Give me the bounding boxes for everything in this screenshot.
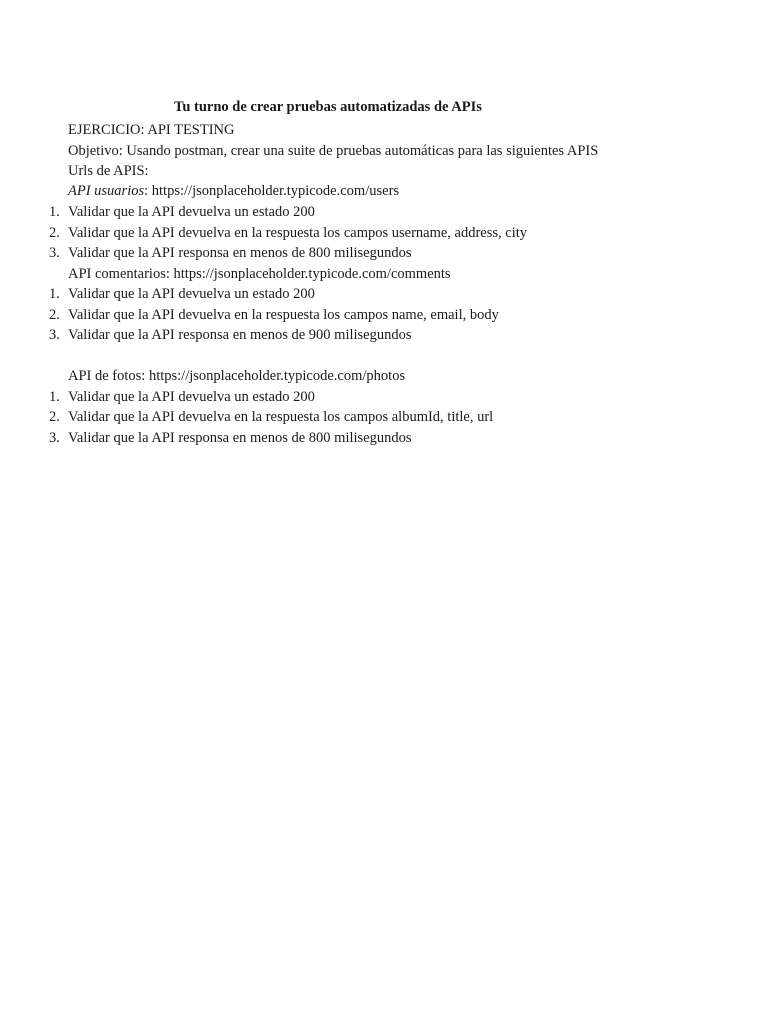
urls-heading: Urls de APIS: [68,163,149,179]
section-users-url: : https://jsonplaceholder.typicode.com/users [144,183,400,199]
section-photos-heading: API de fotos: https://jsonplaceholder.typicode.com/photos [68,368,406,384]
section-users-heading [68,181,399,201]
list-item: Validar que la API devuelva un estado 200 [68,204,315,220]
section-comments-heading: API comentarios: https://jsonplaceholder.typicode.com/comments [68,266,451,282]
list-item-number: 3. [49,245,60,261]
list-item-number: 1. [49,389,60,405]
section-users-label: API usuarios [68,183,145,199]
list-item-number: 1. [49,204,60,220]
list-item: Validar que la API responsa en menos de 900 milisegundos [68,327,412,343]
list-item-number: 2. [49,307,60,323]
list-item: Validar que la API responsa en menos de 800 milisegundos [68,430,412,446]
document-title: Tu turno de crear pruebas automatizadas de APIs [174,99,482,115]
list-item: Validar que la API devuelva en la respuesta los campos albumId, title, url [68,409,494,425]
list-item-number: 1. [49,286,60,302]
list-item-number: 3. [49,430,60,446]
exercise-heading: EJERCICIO: API TESTING [68,122,235,138]
list-item: Validar que la API devuelva en la respuesta los campos name, email, body [68,307,499,323]
list-item-number: 2. [49,225,60,241]
list-item: Validar que la API devuelva un estado 200 [68,389,315,405]
list-item: Validar que la API devuelva un estado 200 [68,286,315,302]
list-item: Validar que la API responsa en menos de 800 milisegundos [68,245,412,261]
list-item-number: 3. [49,327,60,343]
objective-text: Objetivo: Usando postman, crear una suite de pruebas automáticas para las siguientes APIS [68,143,599,159]
list-item-number: 2. [49,409,60,425]
list-item: Validar que la API devuelva en la respuesta los campos username, address, city [68,225,528,241]
